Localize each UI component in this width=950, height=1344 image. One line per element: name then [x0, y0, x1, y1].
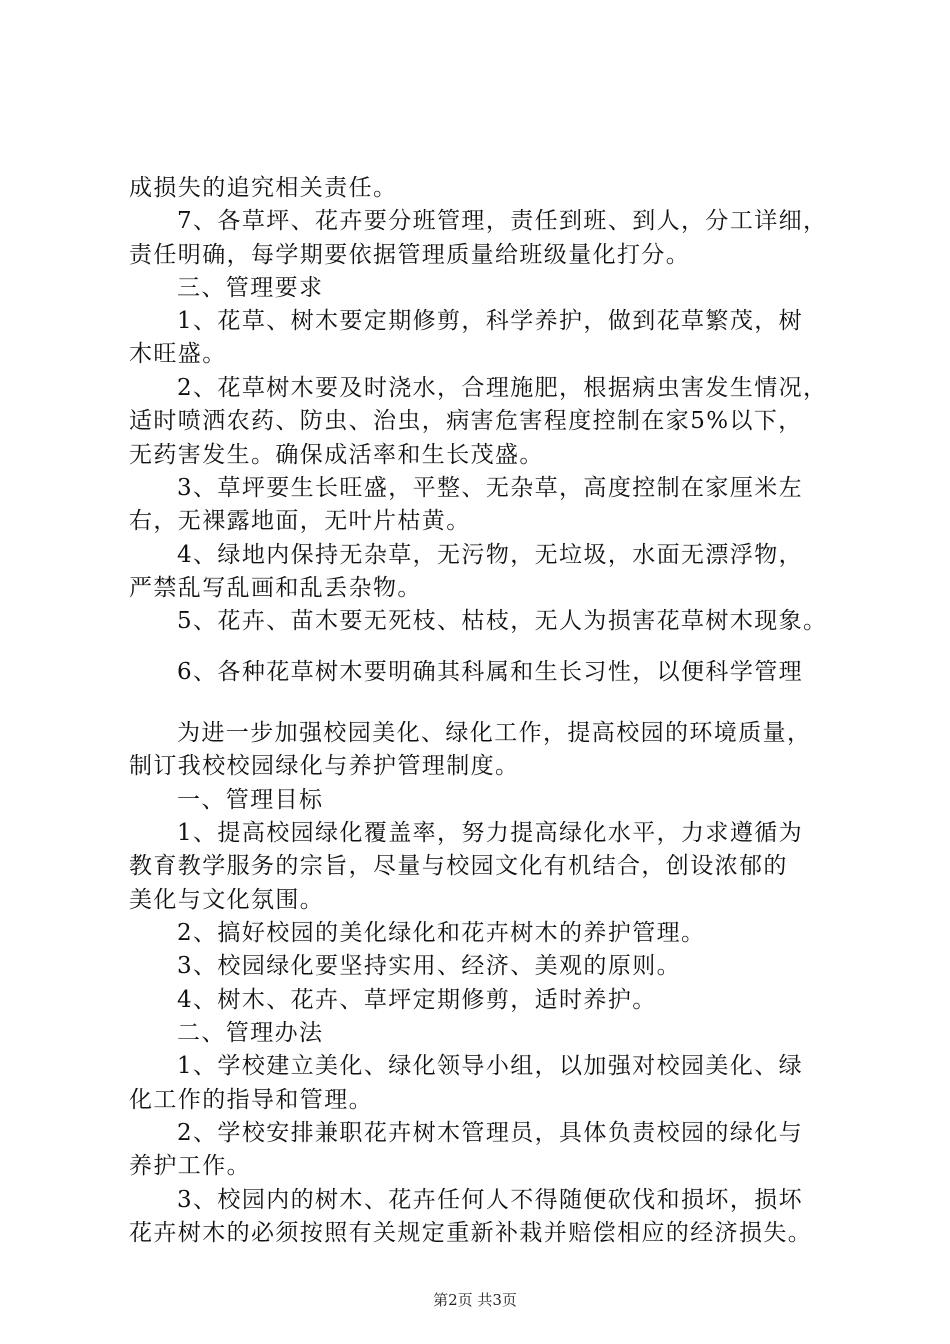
text-line: 7、各草坪、花卉要分班管理，责任到班、到人，分工详细，	[177, 208, 828, 234]
text-line: 责任明确，每学期要依据管理质量给班级量化打分。	[129, 242, 691, 268]
text-line: 3、草坪要生长旺盛，平整、无杂草，高度控制在家厘米左	[177, 475, 804, 501]
text-line: 2、搞好校园的美化绿化和花卉树木的养护管理。	[177, 920, 706, 946]
text-line: 成损失的追究相关责任。	[129, 175, 398, 201]
section-heading: 二、管理办法	[177, 1020, 324, 1046]
page-number: 第2页 共3页	[433, 1291, 517, 1309]
text-line: 1、学校建立美化、绿化领导小组，以加强对校园美化、绿	[177, 1053, 804, 1079]
text-line: 6、各种花草树木要明确其科属和生长习性，以便科学管理	[177, 659, 804, 685]
text-line: 为进一步加强校园美化、绿化工作，提高校园的环境质量，	[177, 720, 812, 746]
text-line: 2、学校安排兼职花卉树木管理员，具体负责校园的绿化与	[177, 1120, 804, 1146]
text-line: 1、提高校园绿化覆盖率，努力提高绿化水平，力求遵循为	[177, 820, 804, 846]
section-heading: 一、管理目标	[177, 787, 324, 813]
text-line: 木旺盛。	[129, 341, 227, 367]
text-line: 制订我校校园绿化与养护管理制度。	[129, 753, 520, 779]
text-line: 严禁乱写乱画和乱丢杂物。	[129, 575, 422, 601]
text-line: 无药害发生。确保成活率和生长茂盛。	[129, 442, 544, 468]
text-line: 1、花草、树木要定期修剪，科学养护，做到花草繁茂，树	[177, 308, 804, 334]
text-line: 教育教学服务的宗旨，尽量与校园文化有机结合，创设浓郁的	[129, 853, 788, 879]
text-line: 3、校园内的树木、花卉任何人不得随便砍伐和损坏，损坏	[177, 1187, 804, 1213]
text-line: 4、树木、花卉、草坪定期修剪，适时养护。	[177, 987, 657, 1013]
text-line: 5、花卉、苗木要无死枝、枯枝，无人为损害花草树木现象。	[177, 608, 828, 634]
text-line: 4、绿地内保持无杂草，无污物，无垃圾，水面无漂浮物，	[177, 542, 804, 568]
text-line: 适时喷洒农药、防虫、治虫，病害危害程度控制在家5%以下，	[129, 408, 803, 434]
text-line: 2、花草树木要及时浇水，合理施肥，根据病虫害发生情况，	[177, 375, 828, 401]
text-line: 美化与文化氛围。	[129, 887, 325, 913]
text-line: 3、校园绿化要坚持实用、经济、美观的原则。	[177, 953, 682, 979]
text-line: 养护工作。	[129, 1153, 251, 1179]
text-line: 花卉树木的必须按照有关规定重新补栽并赔偿相应的经济损失。	[129, 1220, 813, 1246]
text-line: 右，无裸露地面，无叶片枯黄。	[129, 508, 471, 534]
text-line: 化工作的指导和管理。	[129, 1087, 373, 1113]
section-heading: 三、管理要求	[177, 275, 324, 301]
